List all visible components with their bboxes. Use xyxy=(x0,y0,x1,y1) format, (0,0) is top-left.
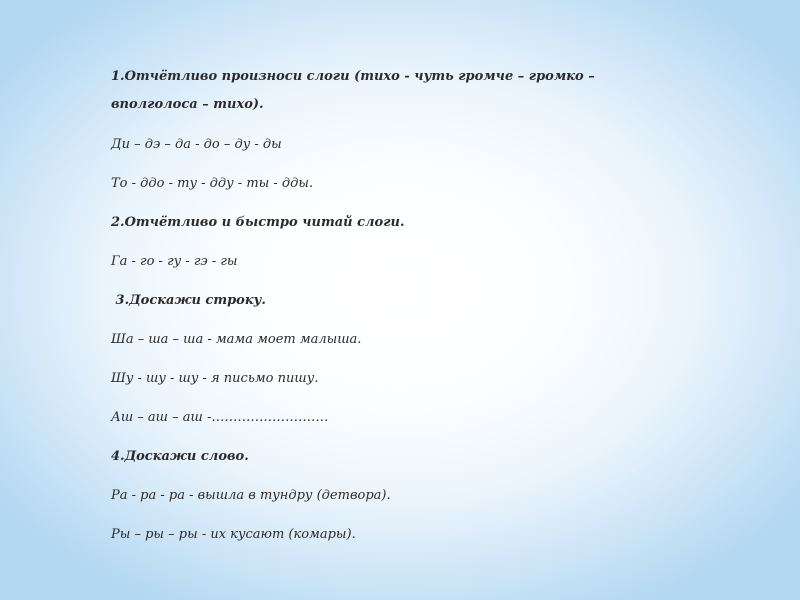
exercise-4-heading: 4.Доскажи слово. xyxy=(111,449,249,464)
rhyme-ash-line: Аш – аш – аш -……………………… xyxy=(111,410,329,425)
exercise-3-heading: 3.Доскажи строку. xyxy=(111,293,266,308)
rhyme-shu-line: Шу - шу - шу - я письмо пишу. xyxy=(111,371,319,386)
word-ry-line: Ры – ры – ры - их кусают (комары). xyxy=(111,527,356,542)
rhyme-sha-line: Ша – ша – ша - мама моет малыша. xyxy=(111,332,362,347)
exercise-2-heading: 2.Отчётливо и быстро читай слоги. xyxy=(111,215,405,230)
word-ra-line: Ра - ра - ра - вышла в тундру (детвора). xyxy=(111,488,391,503)
exercise-1-heading-line-2: вполголоса – тихо). xyxy=(111,97,264,112)
syllables-to-line: То - ддо - ту - дду - ты - дды. xyxy=(111,176,314,191)
syllables-ga-line: Га - го - гу - гэ - гы xyxy=(111,254,238,269)
exercise-1-heading-line-1: 1.Отчётливо произноси слоги (тихо - чуть громче – громко – xyxy=(111,69,595,84)
syllables-di-line: Ди – дэ – да - до – ду - ды xyxy=(111,137,282,152)
